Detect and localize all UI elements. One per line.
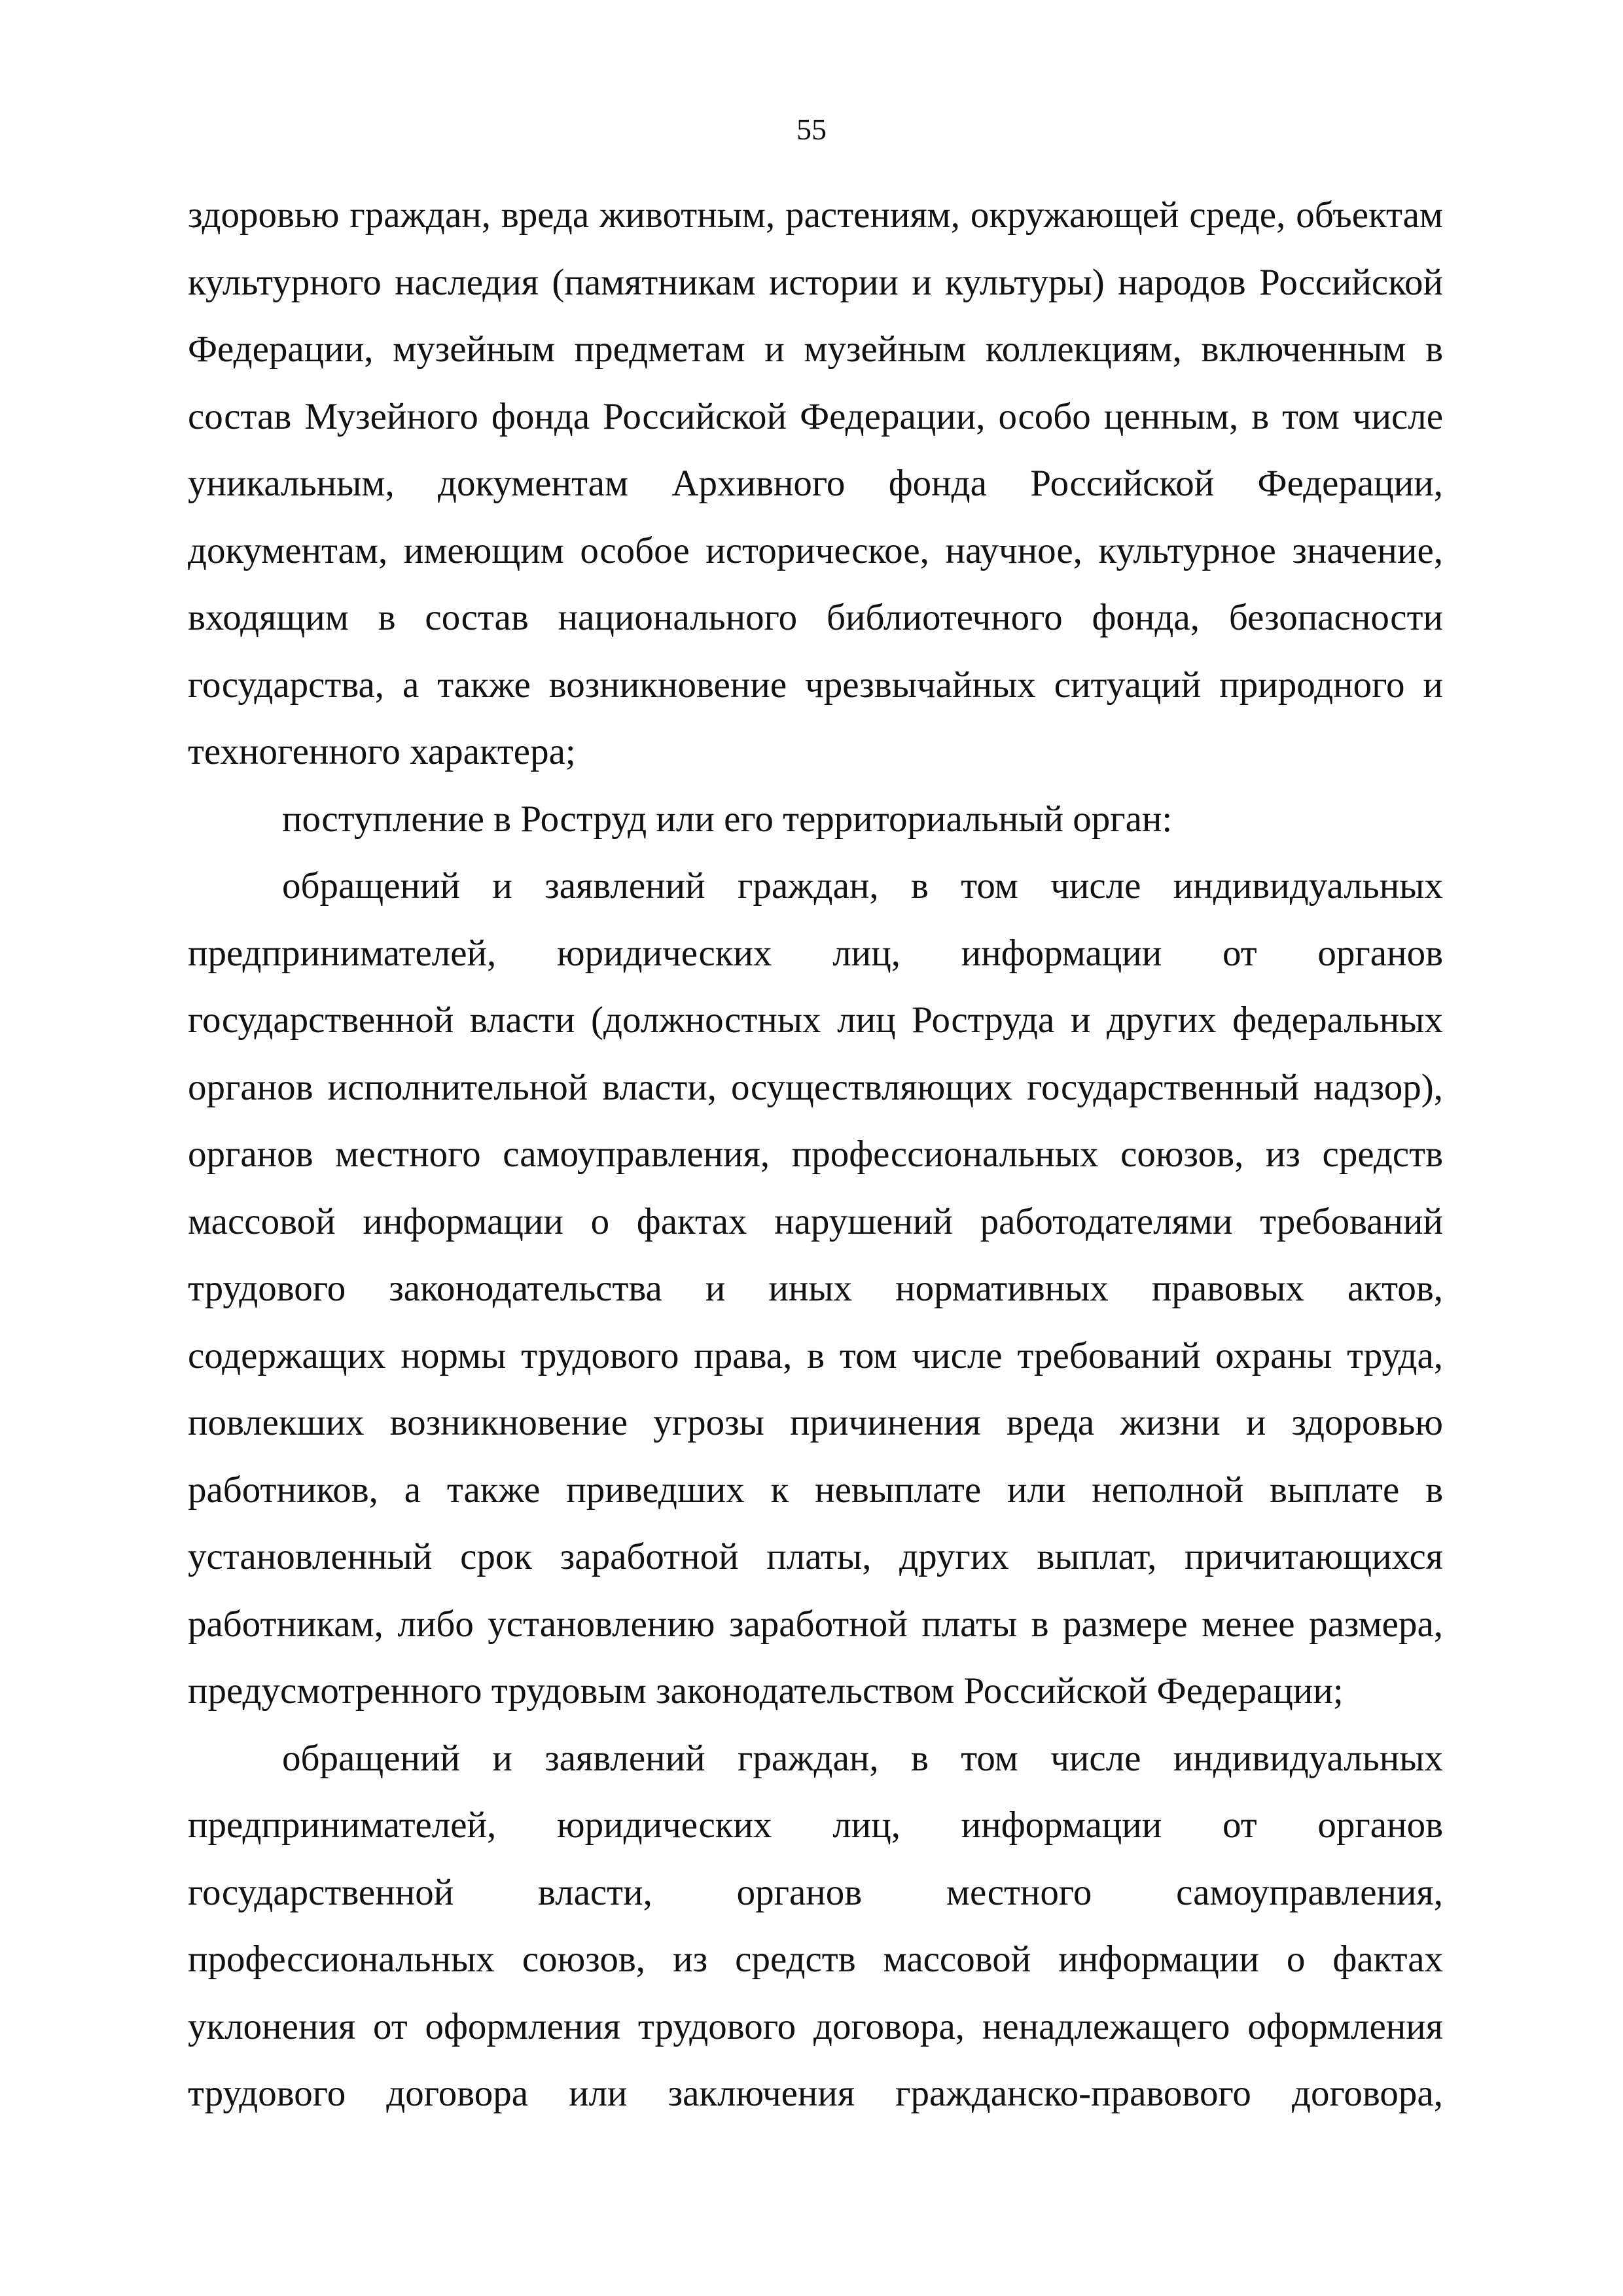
page-number: 55 bbox=[796, 113, 827, 146]
paragraph-appeals-contracts: обращений и заявлений граждан, в том числе индивидуальных предпринимателей, юридических лиц, информации от органов государственной власти, органов местного самоуправления, профессиональных союзов, из средств массовой информации о фактах уклонения от оформления трудового договора, ненадлежащего оформления трудового договора или заключения гражданско-правового договора, bbox=[188, 1737, 1443, 2114]
document-body bbox=[188, 182, 1443, 2128]
paragraph-continuation: здоровью граждан, вреда животным, растениям, окружающей среде, объектам культурного наследия (памятникам истории и культуры) народов Российской Федерации, музейным предметам и музейным коллекциям, включенным в состав Музейного фонда Российской Федерации, особо ценным, в том числе уникальным, документам Архивного фонда Российской Федерации, документам, имеющим особое историческое, научное, культурное значение, входящим в состав национального библиотечного фонда, безопасности государства, а также возникновение чрезвычайных ситуаций природного и техногенного характера; bbox=[188, 194, 1443, 772]
paragraph-appeals-violations: обращений и заявлений граждан, в том числе индивидуальных предпринимателей, юридических лиц, информации от органов государственной власти (должностных лиц Роструда и других федеральных органов исполнительной власти, осуществляющих государственный надзор), органов местного самоуправления, профессиональных союзов, из средств массовой информации о фактах нарушений работодателями требований трудового законодательства и иных нормативных правовых актов, содержащих нормы трудового права, в том числе требований охраны труда, повлекших возникновение угрозы причинения вреда жизни и здоровью работников, а также приведших к невыплате или неполной выплате в установленный срок заработной платы, других выплат, причитающихся работникам, либо установлению заработной платы в размере менее размера, предусмотренного трудовым законодательством Российской Федерации; bbox=[188, 865, 1443, 1712]
paragraph-rostrud-intro: поступление в Роструд или его территориальный орган: bbox=[282, 798, 1173, 840]
